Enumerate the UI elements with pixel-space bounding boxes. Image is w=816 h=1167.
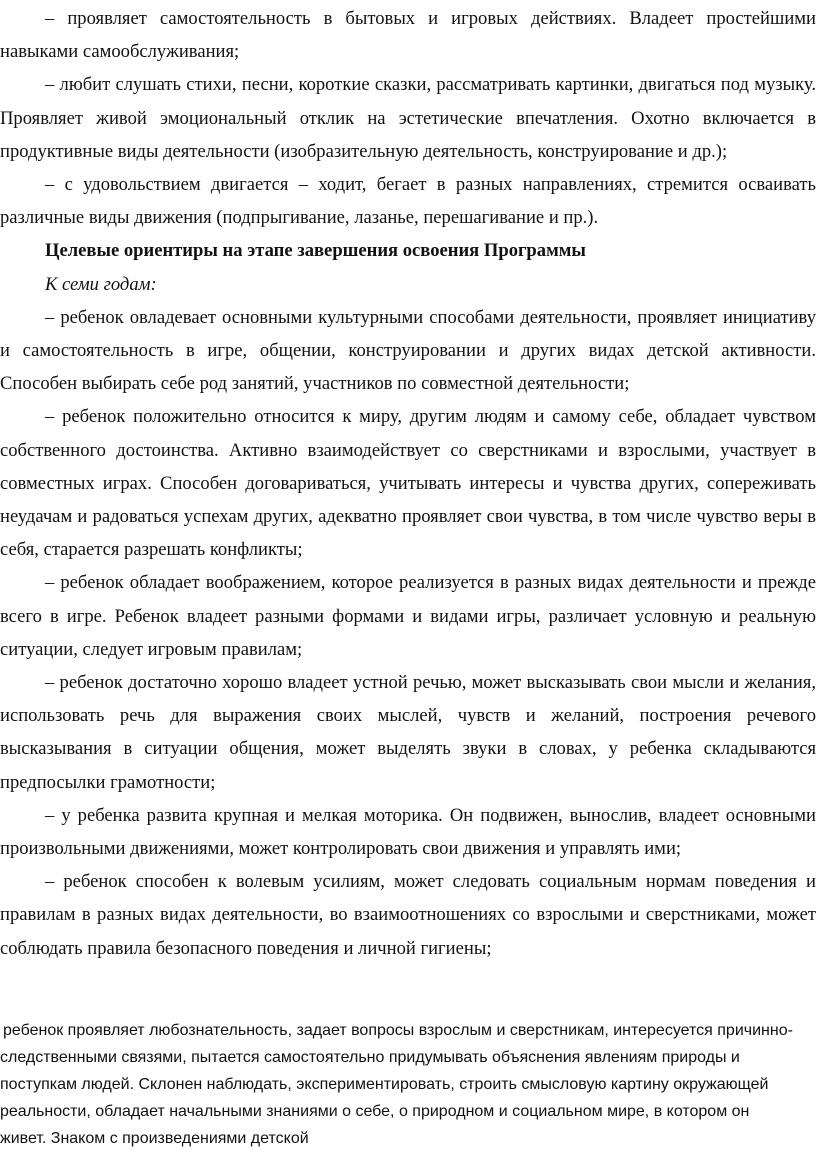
document-continuation <box>0 1017 800 1152</box>
paragraph-movement: – с удовольствием двигается – ходит, бегает в разных направлениях, стремится осваивать различные виды движения (подпрыгивание, лазанье, перешагивание и пр.). <box>0 174 816 229</box>
paragraph-motor-skills: – у ребенка развита крупная и мелкая моторика. Он подвижен, вынослив, владеет основными произвольными движениями, может контролировать свои движения и управлять ими; <box>0 804 816 860</box>
paragraph-volition: – ребенок способен к волевым усилиям, может следовать социальным нормам поведения и правилам в разных видах деятельности, во взаимоотношениях со взрослыми и сверстниками, может соблюдать правила безопасного поведения и личной гигиены; <box>0 871 816 959</box>
paragraph-speech: – ребенок достаточно хорошо владеет устной речью, может высказывать свои мысли и желания, использовать речь для выражения своих мыслей, чувств и желаний, построения речевого высказывания в ситуации общения, может выделять звуки в словах, у ребенка складываются предпосылки грамотности; <box>0 672 816 793</box>
paragraph-aesthetics: – любит слушать стихи, песни, короткие сказки, рассматривать картинки, двигаться под музыку. Проявляет живой эмоциональный отклик на эстетические впечатления. Охотно включается в продуктивные виды деятельности (изобразительную деятельность, конструирование и др.); <box>0 74 816 162</box>
section-heading: Целевые ориентиры на этапе завершения освоения Программы <box>45 240 586 262</box>
age-subheading: К семи годам: <box>45 273 157 295</box>
paragraph-self-reliance: – проявляет самостоятельность в бытовых и игровых действиях. Владеет простейшими навыками самообслуживания; <box>0 8 816 63</box>
paragraph-curiosity: ребенок проявляет любознательность, задает вопросы взрослым и сверстникам, интересуется причинно-следственными связями, пытается самостоятельно придумывать объяснения явлениям природы и поступкам людей. Склонен наблюдать, экспериментировать, строить смысловую картину окружающей реальности, обладает начальными знаниями о себе, о природном и социальном мире, в котором он живет. Знаком с произведениями детской <box>0 1022 793 1147</box>
paragraph-social: – ребенок положительно относится к миру, другим людям и самому себе, обладает чувством собственного достоинства. Активно взаимодействует со сверстниками и взрослыми, участвует в совместных играх. Способен договариваться, учитывать интересы и чувства других, сопереживать неудачам и радоваться успехам других, адекватно проявляет свои чувства, в том числе чувство веры в себя, старается разрешать конфликты; <box>0 406 816 561</box>
paragraph-initiative: – ребенок овладевает основными культурными способами деятельности, проявляет инициативу и самостоятельность в игре, общении, конструировании и других видах детской активности. Способен выбирать себе род занятий, участников по совместной деятельности; <box>0 306 816 395</box>
paragraph-imagination: – ребенок обладает воображением, которое реализуется в разных видах деятельности и прежде всего в игре. Ребенок владеет разными формами и видами игры, различает условную и реальную ситуации, следует игровым правилам; <box>0 572 816 660</box>
